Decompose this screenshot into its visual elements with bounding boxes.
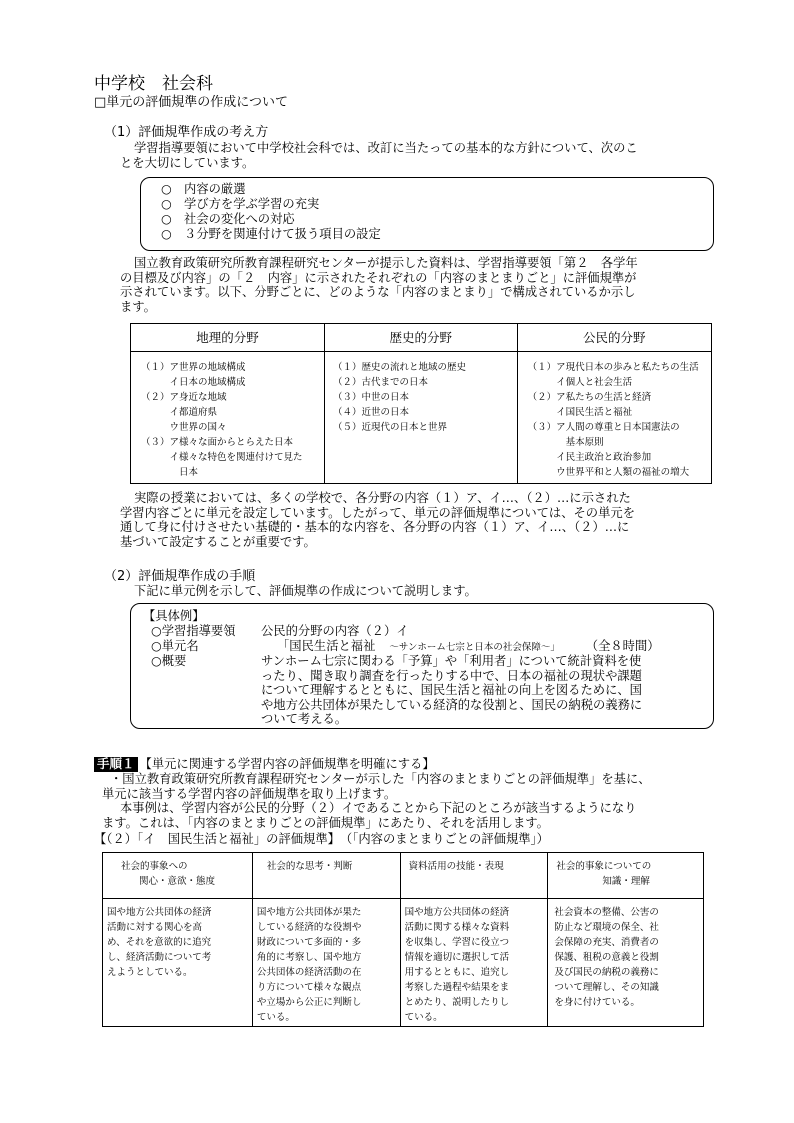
header-line: 関心・意欲・態度 xyxy=(139,876,216,887)
section1-paragraph2 xyxy=(120,256,720,314)
section1-intro-line1: 学習指導要領において中学校社会科では、改訂に当たっての基本的な方針について、次のこ xyxy=(134,141,638,155)
fields-table xyxy=(130,323,712,484)
list-item: （２）古代までの日本 xyxy=(332,377,428,388)
list-item: （５）近現代の日本と世界 xyxy=(332,422,447,433)
list-item: イ民主政治と政治参加 xyxy=(527,452,652,463)
cell-line: 活動に対する関心を高 xyxy=(107,922,203,933)
header-line: 社会的事象への xyxy=(121,861,188,872)
text-line: 本事例は、学習内容が公民的分野（２）イであることから下記のところが該当するようになり xyxy=(120,801,637,815)
cell-line: 社会資本の整備、公害の xyxy=(554,907,659,918)
text-line: 単元に該当する学習内容の評価規準を取り上げます。 xyxy=(102,786,397,801)
step-badge: 手順１ xyxy=(94,757,138,772)
list-item: イ様々な特色を関連付けて見た xyxy=(141,452,303,463)
list-item: イ都道府県 xyxy=(141,407,218,418)
cell-line: 情報を適切に選択して活 xyxy=(404,952,510,963)
cell-line: 国や地方公共団体の経済 xyxy=(404,907,510,918)
cell-line: を身に付けている。 xyxy=(554,997,640,1008)
text-line: 学習内容ごとに単元を設定しています。したがって、単元の評価規準については、その単元を xyxy=(120,505,635,520)
criteria-header-interest xyxy=(103,853,253,899)
example-key-overview: ○概要 xyxy=(151,654,187,668)
header-line: 知識・理解 xyxy=(602,876,650,887)
list-item: イ国民生活と福祉 xyxy=(527,407,633,418)
cell-line: り方について様々な観点 xyxy=(256,982,362,993)
section2-intro: 下記に単元例を示して、評価規準の作成について説明します。 xyxy=(134,584,477,598)
policy-item: ○ 社会の変化への対応 xyxy=(161,212,295,226)
criteria-table xyxy=(102,852,704,1027)
header-line: 資料活用の技能・表現 xyxy=(408,861,504,872)
unit-name: 「国民生活と福祉 xyxy=(277,639,376,653)
text-line: 実際の授業においては、多くの学校で、各分野の内容（１）ア、イ…、（２）…に示された xyxy=(134,491,631,505)
text-line: ・国立教育政策研究所教育課程研究センターが示した「内容のまとまりごとの評価規準」を基に、 xyxy=(110,772,651,786)
criteria-cell-interest xyxy=(103,899,253,1027)
cell-line: 会保障の充実、消費者の xyxy=(554,937,659,948)
policy-item: ○ 学び方を学ぶ学習の充実 xyxy=(161,197,320,211)
list-item: （１）ア現代日本の歩みと私たちの生活 xyxy=(527,362,699,373)
section1-heading: （1）評価規準作成の考え方 xyxy=(104,125,269,140)
text-line: 基づいて設定することが重要です。 xyxy=(120,534,316,549)
cell-line: 国や地方公共団体が果た xyxy=(256,907,362,918)
list-item: （３）ア様々な面からとらえた日本 xyxy=(141,437,294,448)
example-box xyxy=(130,603,714,729)
cell-line: し、経済活動について考 xyxy=(107,952,212,963)
page-subtitle: □単元の評価規準の作成について xyxy=(94,95,289,110)
text-line: ます。これは、「内容のまとまりごとの評価規準」にあたり、それを活用します。 xyxy=(102,815,549,830)
cell-line: ている。 xyxy=(404,1012,443,1023)
list-item: 基本原則 xyxy=(527,437,604,448)
cell-line: えようとしている。 xyxy=(107,967,193,978)
cell-line: 用するとともに、追究し xyxy=(404,967,510,978)
list-item: （３）ア人間の尊重と日本国憲法の xyxy=(527,422,680,433)
unit-subtitle: ～サンホーム七宗と日本の社会保障～」 xyxy=(389,642,560,653)
example-label: 【具体例】 xyxy=(143,609,205,623)
example-key-guideline: ○学習指導要領 xyxy=(151,624,236,638)
header-civics: 公民的分野 xyxy=(517,324,711,352)
list-item: （２）ア私たちの生活と経済 xyxy=(527,392,652,403)
list-item: ウ世界の国々 xyxy=(141,422,227,433)
text-line: 通して身に付けさせたい基礎的・基本的な内容を、各分野の内容（１）ア、イ…、（２）…に xyxy=(120,520,630,534)
criteria-cell-thinking xyxy=(252,899,400,1027)
cell-line: を収集し、学習に役立つ xyxy=(404,937,510,948)
cell-line: や立場から公正に判断し xyxy=(256,997,362,1008)
text-line: 国立教育政策研究所教育課程研究センターが提示した資料は、学習指導要領「第２ 各学年 xyxy=(134,256,638,270)
criteria-cell-skills xyxy=(400,899,548,1027)
cell-line: 公共団体の経済活動の在 xyxy=(256,967,362,978)
section1-intro-line2: とを大切にしています。 xyxy=(120,156,255,170)
text-line: や地方公共団体が果たしている経済的な役割と、国民の納税の義務に xyxy=(261,697,643,712)
civics-cell xyxy=(517,352,711,484)
header-geography: 地理的分野 xyxy=(131,324,325,352)
text-line: ったり、聞き取り調査を行ったりする中で、日本の福祉の現状や課題 xyxy=(261,668,642,683)
text-line: サンホーム七宗に関わる「予算」や「利用者」について統計資料を使 xyxy=(261,654,642,668)
text-line: 示されています。以下、分野ごとに、どのような「内容のまとまり」で構成されているか示し xyxy=(120,285,636,299)
list-item: イ個人と社会生活 xyxy=(527,377,633,388)
list-item: イ日本の地域構成 xyxy=(141,377,246,388)
header-line: 社会的な思考・判断 xyxy=(266,861,353,872)
criteria-header-thinking xyxy=(252,853,400,899)
text-line: の目標及び内容」の「２ 内容」に示されたそれぞれの「内容のまとまりごと」に評価規準が xyxy=(120,270,637,285)
page-title: 中学校 社会科 xyxy=(94,74,213,94)
list-item: 日本 xyxy=(141,467,199,478)
policy-box xyxy=(140,177,714,251)
criteria-header-skills xyxy=(400,853,548,899)
cell-line: 及び国民の納税の義務に xyxy=(554,967,659,978)
example-key-unit: ○単元名 xyxy=(151,639,199,653)
list-item: （４）近世の日本 xyxy=(332,407,409,418)
cell-line: ついて理解し、その知識 xyxy=(554,982,659,993)
unit-hours: （全８時間） xyxy=(585,639,660,653)
section1-paragraph3 xyxy=(120,491,720,549)
cell-line: 保護、租税の意義と役割 xyxy=(554,952,659,963)
cell-line: 国や地方公共団体の経済 xyxy=(107,907,212,918)
step1-heading xyxy=(94,757,435,772)
text-line: について理解するとともに、国民生活と福祉の向上を図るために、国 xyxy=(261,683,642,697)
list-item: ウ世界平和と人類の福祉の増大 xyxy=(527,467,690,478)
text-line: ついて考える。 xyxy=(261,712,348,726)
list-item: （３）中世の日本 xyxy=(332,392,409,403)
criteria-header-knowledge xyxy=(548,853,704,899)
list-item: （２）ア身近な地域 xyxy=(141,392,227,403)
cell-line: め、それを意欲的に追究 xyxy=(107,937,212,948)
example-overview xyxy=(261,654,642,727)
cell-line: している経済的な役割や xyxy=(256,922,362,933)
header-line: 社会的事象についての xyxy=(556,861,652,872)
geography-cell xyxy=(131,352,325,484)
cell-line: 防止など環境の保全、社 xyxy=(554,922,659,933)
cell-line: 角的に考察し、国や地方 xyxy=(256,952,362,963)
cell-line: とめたり、説明したりし xyxy=(404,997,510,1008)
text-line: ます。 xyxy=(120,299,156,314)
policy-item: ○ ３分野を関連付けて扱う項目の設定 xyxy=(161,227,381,241)
criteria-caption: 【（２）「イ 国民生活と福祉」の評価規準】 （「内容のまとまりごとの評価規準」） xyxy=(94,832,549,846)
list-item: （１）ア世界の地域構成 xyxy=(141,362,246,373)
section2-heading: （2）評価規準作成の手順 xyxy=(104,569,256,584)
step1-title: 【単元に関連する学習内容の評価規準を明確にする】 xyxy=(139,757,435,771)
list-item: （１）歴史の流れと地域の歴史 xyxy=(332,362,466,373)
policy-item: ○ 内容の厳選 xyxy=(161,182,246,196)
step1-body xyxy=(100,772,730,830)
example-val-guideline: 公民的分野の内容（２）イ xyxy=(261,624,409,638)
history-cell xyxy=(324,352,517,484)
cell-line: 財政について多面的・多 xyxy=(256,937,362,948)
cell-line: ている。 xyxy=(256,1012,295,1023)
cell-line: 活動に関する様々な資料 xyxy=(404,922,510,933)
criteria-cell-knowledge xyxy=(548,899,704,1027)
cell-line: 考察した過程や結果をま xyxy=(404,982,510,993)
header-history: 歴史的分野 xyxy=(324,324,517,352)
